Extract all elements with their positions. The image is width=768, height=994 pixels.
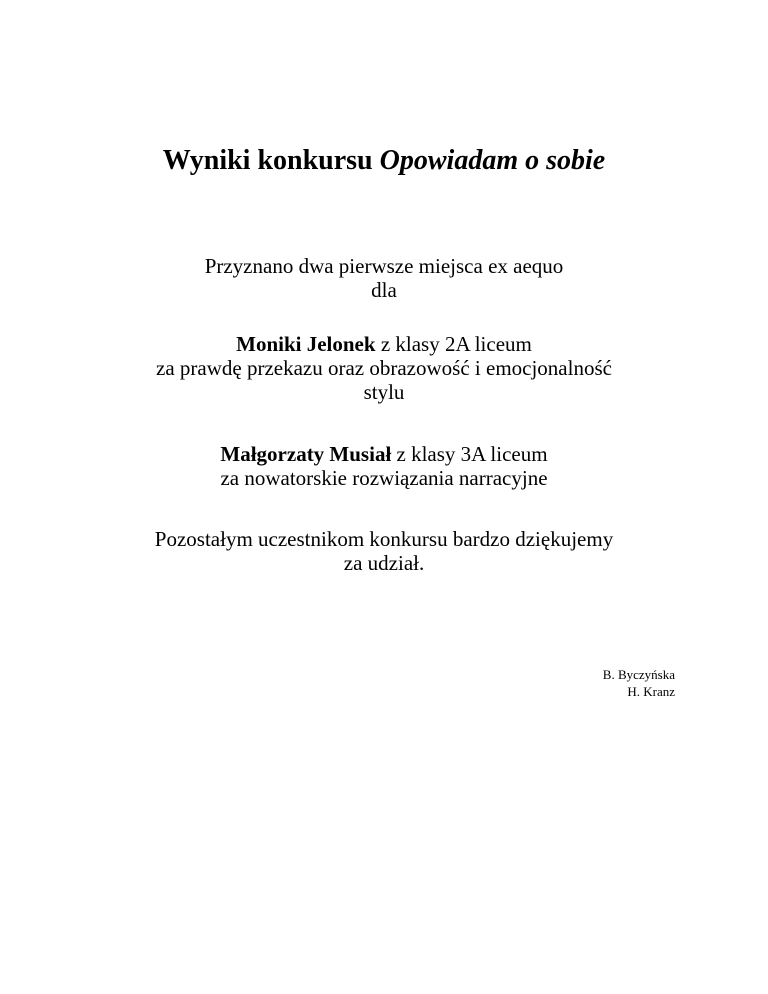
signature-name: H. Kranz [627,684,675,699]
intro-line: Przyznano dwa pierwsze miejsca ex aequo [204,254,564,278]
winner-class: z klasy 2A liceum [375,332,532,356]
intro-paragraph [0,254,768,302]
winner-entry-2 [0,442,768,490]
winner-reason: za nowatorskie rozwiązania narracyjne [220,466,548,490]
contest-name: Opowiadam o sobie [379,145,606,176]
winner-reason: stylu [363,380,405,404]
thanks-line: za udział. [343,551,425,575]
signatures [603,666,675,700]
winner-name: Moniki Jelonek [236,332,376,356]
signature-name: B. Byczyńska [602,667,675,682]
winner-name: Małgorzaty Musiał [220,442,392,466]
document-title [0,143,768,179]
thanks-paragraph [0,527,768,575]
thanks-line: Pozostałym uczestnikom konkursu bardzo dziękujemy [154,527,614,551]
title-prefix: Wyniki konkursu [162,145,380,176]
winner-class: z klasy 3A liceum [391,442,548,466]
winner-heading [0,442,768,466]
winner-heading [0,332,768,356]
winner-entry-1 [0,332,768,404]
winner-reason: za prawdę przekazu oraz obrazowość i emocjonalność [156,356,612,380]
intro-line: dla [371,278,397,302]
